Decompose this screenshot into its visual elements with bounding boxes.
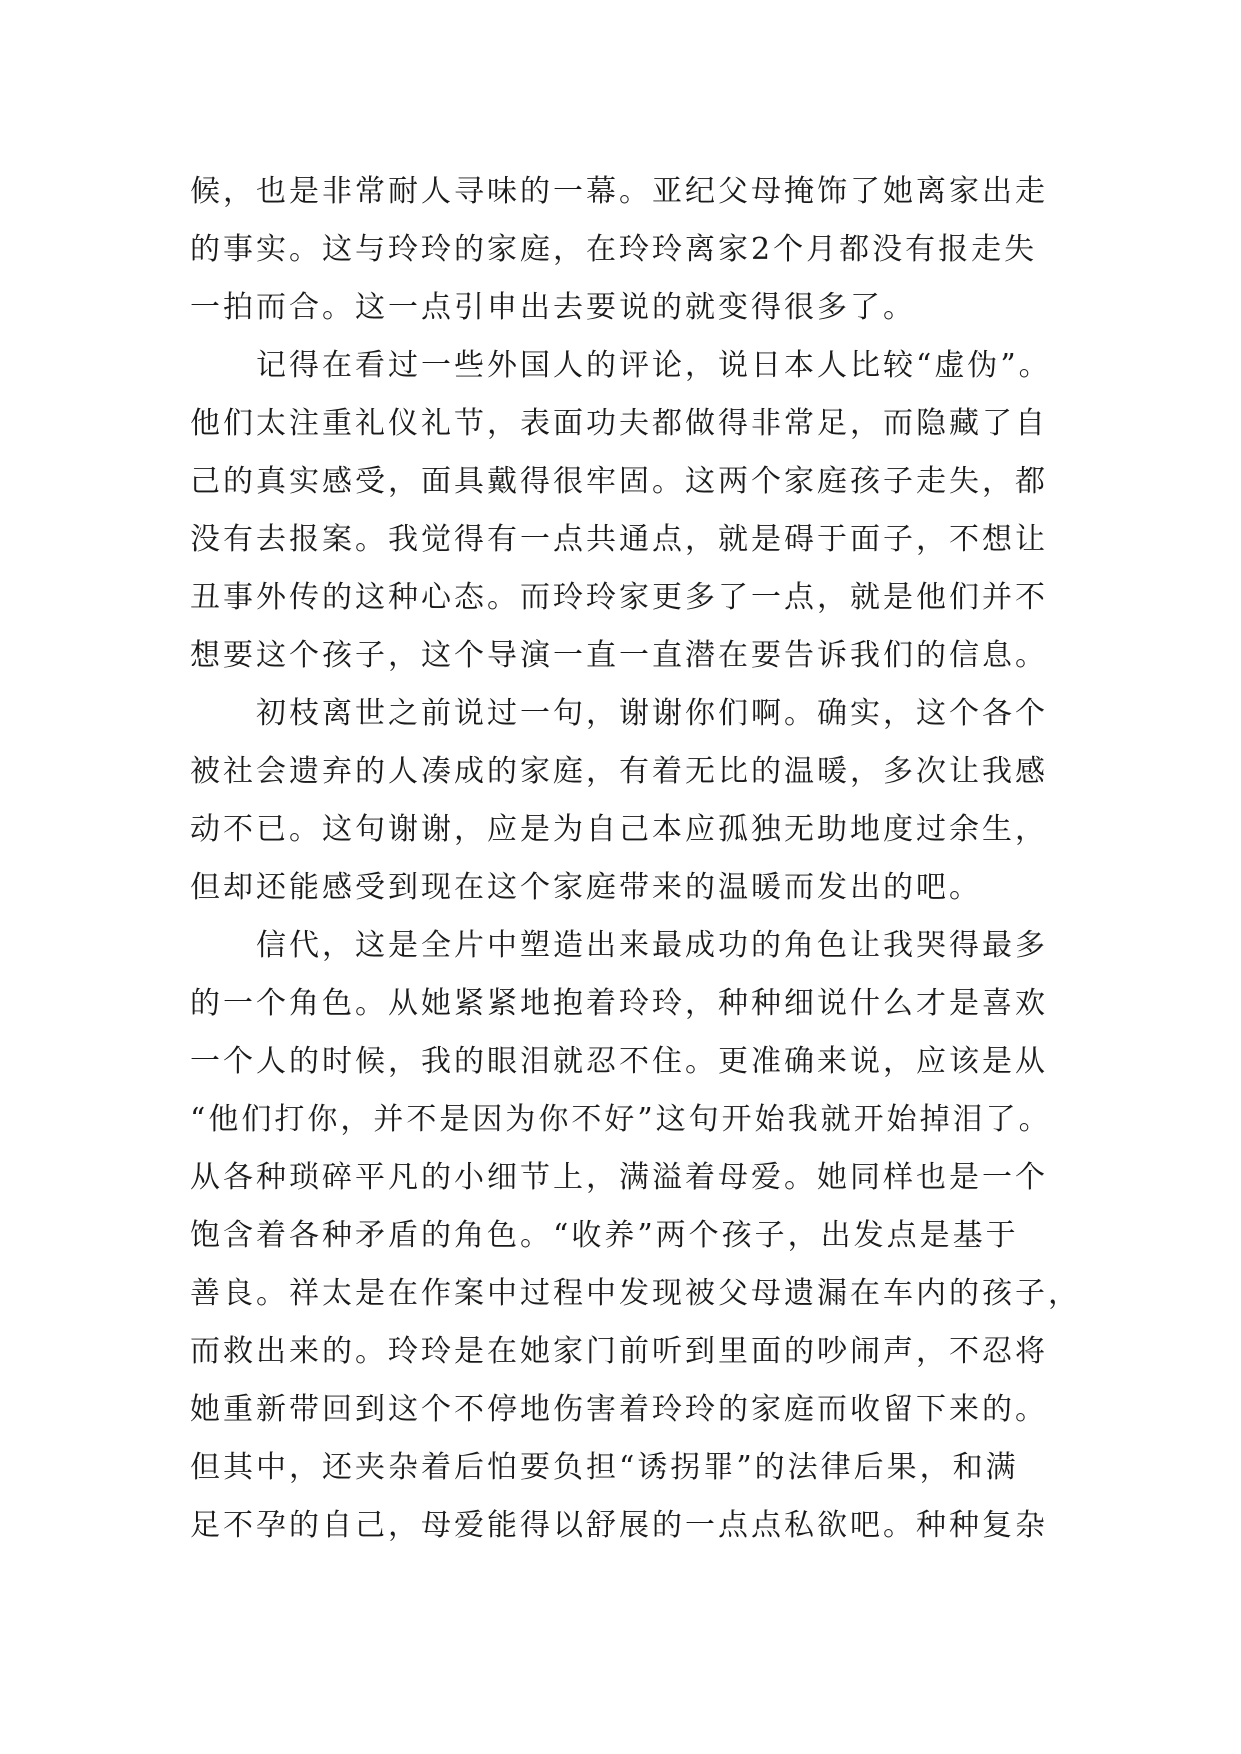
document-body: [190, 163, 1081, 1555]
paragraph-start-line: 初枝离世之前说过一句，谢谢你们啊。确实，这个各个: [190, 696, 1048, 731]
paragraph-start-line: 信代，这是全片中塑造出来最成功的角色让我哭得最多: [190, 928, 1048, 963]
text-line: 而救出来的。玲玲是在她家门前听到里面的吵闹声，不忍将: [190, 1334, 1048, 1369]
text-line: 一拍而合。这一点引申出去要说的就变得很多了。: [190, 290, 916, 325]
text-line: 饱含着各种矛盾的角色。“收养”两个孩子，出发点是基于: [190, 1218, 1019, 1253]
text-line: 他们太注重礼仪礼节，表面功夫都做得非常足，而隐藏了自: [190, 406, 1048, 441]
text-line: 候，也是非常耐人寻味的一幕。亚纪父母掩饰了她离家出走: [190, 174, 1048, 209]
text-line: 她重新带回到这个不停地伤害着玲玲的家庭而收留下来的。: [190, 1392, 1048, 1427]
paragraph-start-line: 记得在看过一些外国人的评论，说日本人比较“虚伪”。: [190, 348, 1052, 383]
text-line: 己的真实感受，面具戴得很牢固。这两个家庭孩子走失，都: [190, 464, 1048, 499]
text-line: 但其中，还夹杂着后怕要负担“诱拐罪”的法律后果，和满: [190, 1450, 1019, 1485]
text-line: “他们打你，并不是因为你不好”这句开始我就开始掉泪了。: [190, 1102, 1052, 1137]
text-line: 一个人的时候，我的眼泪就忍不住。更准确来说，应该是从: [190, 1044, 1048, 1079]
text-line: 的事实。这与玲玲的家庭，在玲玲离家2个月都没有报走失: [190, 232, 1038, 267]
text-line: 丑事外传的这种心态。而玲玲家更多了一点，就是他们并不: [190, 580, 1048, 615]
text-line: 想要这个孩子，这个导演一直一直潜在要告诉我们的信息。: [190, 638, 1048, 673]
text-line: 善良。祥太是在作案中过程中发现被父母遗漏在车内的孩子，: [190, 1276, 1081, 1311]
text-line: 动不已。这句谢谢，应是为自己本应孤独无助地度过余生，: [190, 812, 1048, 847]
text-line: 的一个角色。从她紧紧地抱着玲玲，种种细说什么才是喜欢: [190, 986, 1048, 1021]
text-line: 被社会遗弃的人凑成的家庭，有着无比的温暖，多次让我感: [190, 754, 1048, 789]
text-line: 没有去报案。我觉得有一点共通点，就是碍于面子，不想让: [190, 522, 1048, 557]
text-line: 从各种琐碎平凡的小细节上，满溢着母爱。她同样也是一个: [190, 1160, 1048, 1195]
text-line: 但却还能感受到现在这个家庭带来的温暖而发出的吧。: [190, 870, 982, 905]
text-line: 足不孕的自己，母爱能得以舒展的一点点私欲吧。种种复杂: [190, 1508, 1048, 1543]
